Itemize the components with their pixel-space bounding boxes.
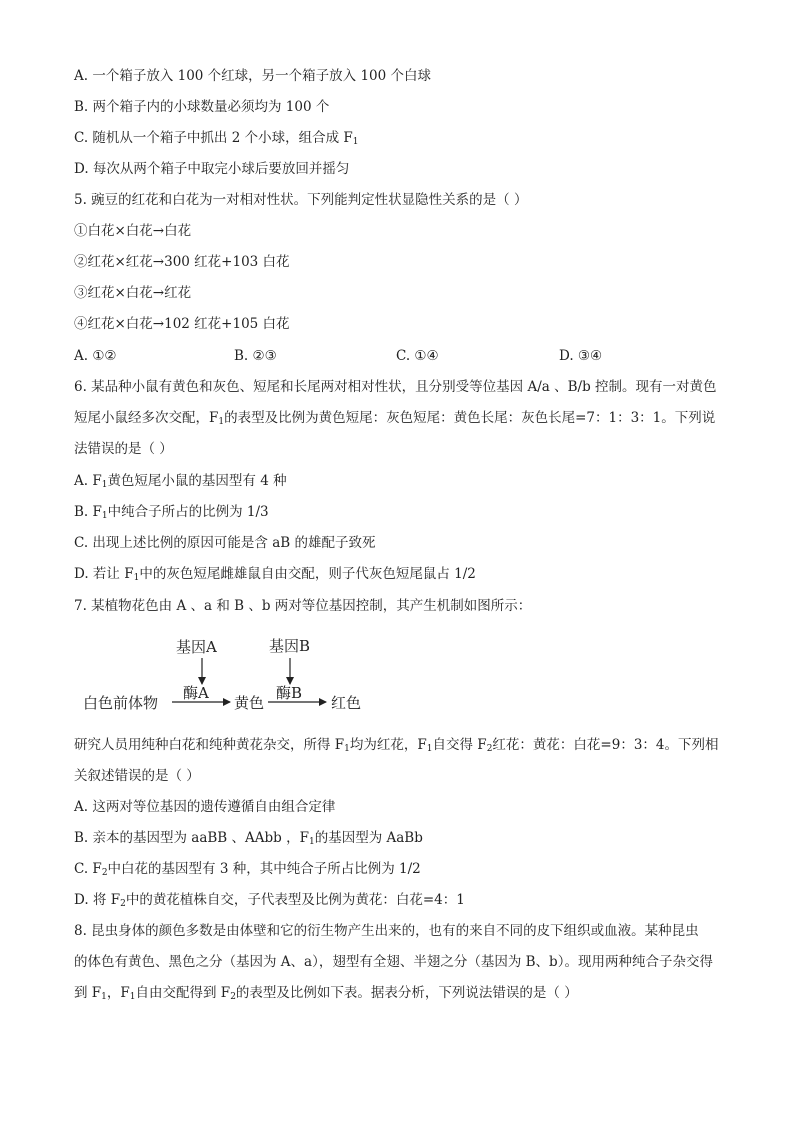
- q7-option-c-text: C. F: [74, 861, 102, 877]
- subscript: 1: [101, 992, 107, 1002]
- q5-item-3: ③红花×白花→红花: [74, 285, 192, 301]
- q6-option-a-text: 黄色短尾小鼠的基因型有 4 种: [107, 473, 287, 489]
- q7-paragraph-line-2: 关叙述错误的是（ ）: [74, 768, 200, 784]
- q6-option-c: C. 出现上述比例的原因可能是含 aB 的雄配子致死: [74, 535, 376, 551]
- subscript: 1: [101, 511, 108, 521]
- q7-option-a: A. 这两对等位基因的遗传遵循自由组合定律: [74, 799, 336, 815]
- q6-option-b-text: B. F: [74, 504, 102, 520]
- subscript: 1: [129, 992, 136, 1002]
- q7-paragraph-text: 均为红花，F: [349, 737, 427, 753]
- yellow-label: 黄色: [234, 694, 265, 712]
- q4-option-b-text: B. 两个箱子内的小球数量必须均为 100 个: [74, 99, 330, 115]
- q5-option-b: B. ②③: [234, 348, 277, 364]
- subscript: 2: [486, 744, 493, 754]
- q4-option-c: [74, 129, 359, 147]
- red-label: 红色: [331, 694, 362, 712]
- enzyme-a-label: 酶A: [183, 684, 209, 702]
- q8-stem-text: ，F: [106, 985, 130, 1001]
- q7-option-d-text: 中的黄花植株自交，子代表型及比例为黄花：白花=4：1: [125, 892, 465, 908]
- q5-item-4: ④红花×白花→102 红花+105 白花: [74, 316, 290, 332]
- gene-a-label: 基因A: [176, 638, 217, 656]
- q5-stem: 5. 豌豆的红花和白花为一对相对性状。下列能判定性状显隐性关系的是（ ）: [74, 192, 528, 208]
- q7-option-b-text: 的基因型为 AaBb: [314, 830, 423, 846]
- q8-stem-text: 自由交配得到 F: [135, 985, 231, 1001]
- precursor-label: 白色前体物: [83, 694, 159, 712]
- q6-option-b: [74, 503, 269, 521]
- q5-option-a: A. ①②: [74, 348, 117, 364]
- q8-stem-text: 的表型及比例如下表。据表分析，下列说法错误的是（ ）: [235, 985, 578, 1001]
- q6-option-d: [74, 565, 476, 583]
- q7-paragraph-line-1: [74, 736, 719, 754]
- q8-stem-line-2: 的体色有黄色、黑色之分（基因为 A、a），翅型有全翅、半翅之分（基因为 B、b）。现用两种纯合子杂交得: [74, 954, 713, 970]
- q6-stem-text: 的表型及比例为黄色短尾：灰色短尾：黄色长尾：灰色长尾=7：1：3：1。下列说: [224, 410, 716, 426]
- q4-option-c-text: C. 随机从一个箱子中抓出 2 个小球，组合成 F: [74, 130, 353, 146]
- pathway-diagram: [80, 632, 400, 722]
- q5-option-d: D. ③④: [559, 348, 603, 364]
- q7-option-b: [74, 829, 423, 847]
- q6-option-a-text: A. F: [74, 473, 102, 489]
- q7-option-c-text: 中白花的基因型有 3 种，其中纯合子所占比例为 1/2: [107, 861, 421, 877]
- q6-option-b-text: 中纯合子所占的比例为 1/3: [107, 504, 269, 520]
- q6-stem-line-1: 6. 某品种小鼠有黄色和灰色、短尾和长尾两对相对性状，且分别受等位基因 A/a 、B/b 控制。现有一对黄色: [74, 379, 717, 395]
- q7-paragraph-text: 自交得 F: [432, 737, 487, 753]
- q6-stem-line-2: [74, 409, 715, 427]
- subscript: 1: [352, 137, 359, 147]
- q4-option-d: [74, 160, 349, 178]
- subscript: 1: [133, 573, 140, 583]
- q5-option-c: C. ①④: [396, 348, 439, 364]
- q8-stem-line-3: [74, 984, 578, 1002]
- subscript: 2: [101, 868, 108, 878]
- q7-option-c: [74, 860, 421, 878]
- subscript: 2: [230, 992, 236, 1002]
- subscript: 1: [218, 417, 225, 427]
- q5-item-2: ②红花×红花→300 红花+103 白花: [74, 254, 290, 270]
- q6-option-a: [74, 472, 287, 490]
- subscript: 2: [120, 899, 126, 909]
- subscript: 1: [101, 480, 108, 490]
- subscript: 1: [344, 744, 350, 754]
- q6-option-d-text: D. 若让 F: [74, 566, 134, 582]
- q4-option-b: [74, 98, 329, 116]
- q5-item-1: ①白花×白花→白花: [74, 223, 192, 239]
- subscript: 1: [308, 837, 315, 847]
- q6-option-d-text: 中的灰色短尾雌雄鼠自由交配，则子代灰色短尾鼠占 1/2: [139, 566, 476, 582]
- q7-option-d-text: D. 将 F: [74, 892, 121, 908]
- q7-option-d: [74, 891, 465, 909]
- q4-option-a-text: A. 一个箱子放入 100 个红球，另一个箱子放入 100 个白球: [74, 68, 432, 84]
- q7-stem: 7. 某植物花色由 A 、a 和 B 、b 两对等位基因控制，其产生机制如图所示：: [74, 598, 532, 614]
- q7-paragraph-text: 研究人员用纯种白花和纯种黄花杂交，所得 F: [74, 737, 345, 753]
- q8-stem-text: 到 F: [74, 985, 102, 1001]
- q7-option-b-text: B. 亲本的基因型为 aaBB 、AAbb ，F: [74, 830, 309, 846]
- q4-option-d-text: D. 每次从两个箱子中取完小球后要放回并摇匀: [74, 161, 350, 177]
- gene-b-label: 基因B: [269, 637, 311, 655]
- q8-stem-line-1: 8. 昆虫身体的颜色多数是由体壁和它的衍生物产生出来的，也有的来自不同的皮下组织或血液。某种昆虫: [74, 923, 699, 939]
- q4-option-a: [74, 67, 431, 85]
- q6-stem-text: 短尾小鼠经多次交配，F: [74, 410, 219, 426]
- q7-paragraph-text: 红花：黄花：白花=9：3：4。下列相: [492, 737, 719, 753]
- q6-stem-line-3: 法错误的是（ ）: [74, 441, 173, 457]
- enzyme-b-label: 酶B: [276, 684, 303, 702]
- subscript: 1: [426, 744, 433, 754]
